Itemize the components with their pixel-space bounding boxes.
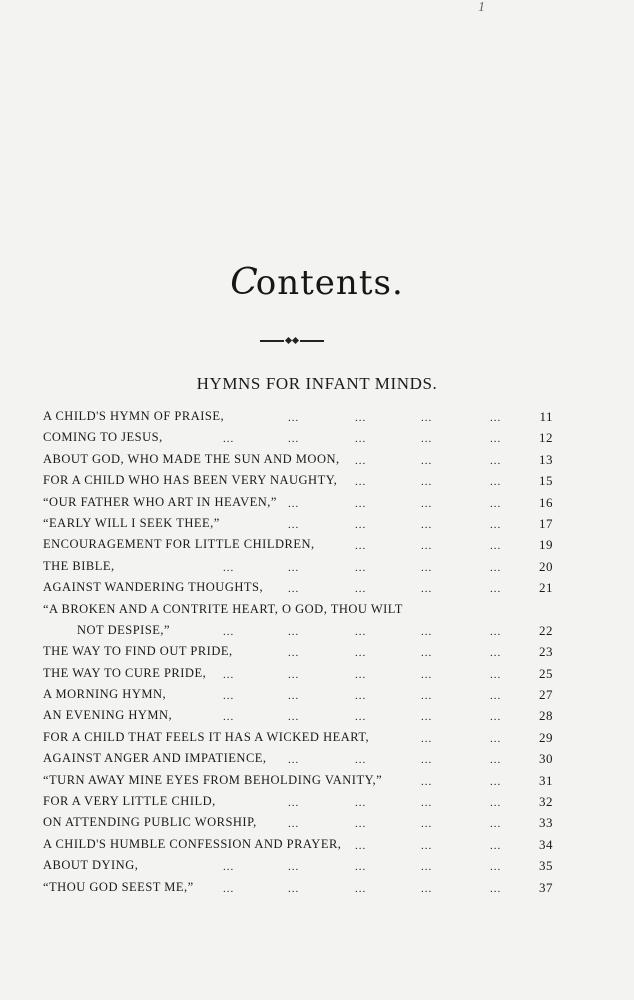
toc-entry-title: AGAINST ANGER AND IMPATIENCE,	[43, 751, 267, 766]
leader-dots: ...	[223, 625, 235, 638]
leader-dots: ...	[421, 711, 433, 724]
toc-entry-title: A CHILD'S HYMN OF PRAISE,	[43, 409, 225, 423]
leader-dots: ...	[288, 647, 300, 660]
leader-dots: ...	[490, 412, 502, 424]
leader-dots: ...	[421, 754, 433, 767]
toc-entry	[43, 812, 553, 833]
leader-dots: ...	[490, 882, 502, 895]
toc-entry	[43, 705, 553, 726]
leader-dots: ...	[490, 625, 502, 638]
leader-dots: ...	[490, 497, 502, 510]
leader-dots: ...	[288, 754, 300, 767]
leader-dots: ...	[355, 690, 367, 703]
toc-entry-title: THE WAY TO FIND OUT PRIDE,	[43, 644, 233, 659]
leader-dots: ...	[355, 454, 367, 467]
toc-entry-title: ABOUT DYING,	[43, 858, 139, 873]
toc-page-number: 37	[539, 879, 553, 895]
toc-entry-title: AGAINST WANDERING THOUGHTS,	[43, 580, 264, 595]
leader-dots: ...	[421, 583, 433, 596]
toc-entry	[43, 513, 553, 534]
leader-dots: ...	[421, 775, 433, 788]
leader-dots: ...	[288, 433, 300, 446]
toc-entry	[43, 855, 553, 876]
leader-dots: ...	[421, 818, 433, 831]
leader-dots: ...	[421, 668, 433, 681]
toc-page-number: 29	[539, 729, 553, 745]
toc-entry-title: “THOU GOD SEEST ME,”	[43, 879, 194, 894]
leader-dots: ...	[288, 818, 300, 831]
toc-page-number: 20	[539, 558, 553, 574]
toc-page-number: 12	[539, 430, 553, 446]
toc-page-number: 23	[539, 644, 553, 660]
leader-dots: ...	[421, 433, 433, 446]
leader-dots: ...	[355, 625, 367, 638]
leader-dots: ...	[355, 839, 367, 852]
toc-entry-title: FOR A VERY LITTLE CHILD,	[43, 794, 216, 809]
toc-entry	[43, 663, 553, 684]
leader-dots: ...	[490, 540, 502, 553]
leader-dots: ...	[355, 412, 367, 424]
leader-dots: ...	[223, 561, 235, 574]
section-heading: HYMNS FOR INFANT MINDS.	[196, 374, 438, 393]
leader-dots: ...	[421, 839, 433, 852]
leader-dots: ...	[288, 668, 300, 681]
toc-page-number: 35	[539, 858, 553, 874]
leader-dots: ...	[223, 668, 235, 681]
toc-page-number: 34	[539, 836, 553, 852]
leader-dots: ...	[288, 797, 300, 810]
leader-dots: ...	[288, 561, 300, 574]
leader-dots: ...	[355, 518, 367, 531]
toc-page-number: 22	[539, 622, 553, 638]
toc-entry-title: A MORNING HYMN,	[43, 687, 167, 702]
toc-entry-title: ABOUT GOD, WHO MADE THE SUN AND MOON,	[43, 451, 340, 466]
toc-entry	[43, 877, 553, 898]
toc-entry	[43, 641, 553, 662]
leader-dots: ...	[355, 754, 367, 767]
toc-entry	[43, 470, 553, 491]
leader-dots: ...	[490, 839, 502, 852]
toc-entry	[43, 834, 553, 855]
toc-page-number: 32	[539, 794, 553, 810]
title-rest: ontents.	[255, 263, 404, 303]
toc-entry	[43, 556, 553, 577]
toc-page-number: 30	[539, 751, 553, 767]
decorative-rule-ornament	[260, 338, 324, 344]
toc-page-number: 11	[539, 409, 553, 424]
toc-entry	[43, 492, 553, 513]
leader-dots: ...	[421, 797, 433, 810]
leader-dots: ...	[288, 861, 300, 874]
leader-dots: ...	[421, 732, 433, 745]
leader-dots: ...	[355, 561, 367, 574]
leader-dots: ...	[490, 561, 502, 574]
leader-dots: ...	[490, 668, 502, 681]
leader-dots: ...	[355, 583, 367, 596]
page-corner-mark: 1	[478, 0, 485, 15]
leader-dots: ...	[490, 754, 502, 767]
leader-dots: ...	[223, 433, 235, 446]
leader-dots: ...	[490, 797, 502, 810]
leader-dots: ...	[490, 732, 502, 745]
leader-dots: ...	[421, 625, 433, 638]
leader-dots: ...	[223, 711, 235, 724]
toc-entry-title: “OUR FATHER WHO ART IN HEAVEN,”	[43, 494, 277, 509]
toc-entry	[43, 727, 553, 748]
toc-entry-title-continued: NOT DESPISE,”	[77, 622, 171, 637]
leader-dots: ...	[421, 690, 433, 703]
toc-entry-title: FOR A CHILD THAT FEELS IT HAS A WICKED HEART,	[43, 729, 370, 744]
toc-entry	[43, 427, 553, 448]
leader-dots: ...	[355, 433, 367, 446]
leader-dots: ...	[288, 583, 300, 596]
leader-dots: ...	[288, 412, 300, 424]
toc-page-number: 19	[539, 537, 553, 553]
toc-entry-title: THE BIBLE,	[43, 558, 115, 573]
toc-entry	[43, 406, 553, 427]
leader-dots: ...	[421, 476, 433, 489]
table-of-contents	[43, 406, 553, 898]
leader-dots: ...	[490, 818, 502, 831]
leader-dots: ...	[490, 647, 502, 660]
leader-dots: ...	[421, 412, 433, 424]
toc-entry-title: ON ATTENDING PUBLIC WORSHIP,	[43, 815, 257, 830]
leader-dots: ...	[421, 454, 433, 467]
leader-dots: ...	[223, 882, 235, 895]
toc-entry-title: THE WAY TO CURE PRIDE,	[43, 665, 207, 680]
leader-dots: ...	[288, 625, 300, 638]
leader-dots: ...	[355, 711, 367, 724]
leader-dots: ...	[490, 690, 502, 703]
toc-entry	[43, 599, 553, 642]
toc-entry	[43, 770, 553, 791]
leader-dots: ...	[490, 476, 502, 489]
leader-dots: ...	[288, 497, 300, 510]
leader-dots: ...	[490, 518, 502, 531]
toc-page-number: 13	[539, 451, 553, 467]
toc-page-number: 15	[539, 473, 553, 489]
leader-dots: ...	[421, 497, 433, 510]
leader-dots: ...	[421, 540, 433, 553]
toc-entry	[43, 534, 553, 555]
leader-dots: ...	[288, 711, 300, 724]
toc-entry-title: COMING TO JESUS,	[43, 430, 163, 445]
leader-dots: ...	[490, 711, 502, 724]
leader-dots: ...	[355, 797, 367, 810]
leader-dots: ...	[421, 882, 433, 895]
toc-page-number: 21	[539, 580, 553, 596]
toc-page-number: 16	[539, 494, 553, 510]
toc-entry	[43, 577, 553, 598]
leader-dots: ...	[421, 861, 433, 874]
toc-entry-title: “TURN AWAY MINE EYES FROM BEHOLDING VANITY,”	[43, 772, 383, 787]
leader-dots: ...	[355, 668, 367, 681]
toc-page-number: 31	[539, 772, 553, 788]
toc-entry	[43, 748, 553, 769]
leader-dots: ...	[355, 497, 367, 510]
leader-dots: ...	[288, 518, 300, 531]
toc-page-number: 27	[539, 687, 553, 703]
toc-page-number: 25	[539, 665, 553, 681]
leader-dots: ...	[490, 775, 502, 788]
leader-dots: ...	[421, 647, 433, 660]
toc-entry	[43, 791, 553, 812]
leader-dots: ...	[288, 882, 300, 895]
toc-entry-title: A CHILD'S HUMBLE CONFESSION AND PRAYER,	[43, 836, 342, 851]
leader-dots: ...	[223, 690, 235, 703]
leader-dots: ...	[355, 476, 367, 489]
leader-dots: ...	[490, 433, 502, 446]
toc-page-number: 28	[539, 708, 553, 724]
toc-page-number: 17	[539, 515, 553, 531]
leader-dots: ...	[490, 583, 502, 596]
leader-dots: ...	[355, 882, 367, 895]
toc-entry-title: “A BROKEN AND A CONTRITE HEART, O GOD, THOU WILT	[43, 601, 403, 616]
toc-entry	[43, 684, 553, 705]
toc-entry-title: FOR A CHILD WHO HAS BEEN VERY NAUGHTY,	[43, 473, 338, 488]
leader-dots: ...	[490, 454, 502, 467]
leader-dots: ...	[223, 861, 235, 874]
toc-page-number: 33	[539, 815, 553, 831]
leader-dots: ...	[355, 861, 367, 874]
leader-dots: ...	[421, 561, 433, 574]
toc-entry-title: AN EVENING HYMN,	[43, 708, 173, 723]
page-title	[0, 262, 634, 303]
toc-entry-title: “EARLY WILL I SEEK THEE,”	[43, 515, 220, 530]
leader-dots: ...	[490, 861, 502, 874]
title-ornate-capital: C	[230, 262, 256, 303]
leader-dots: ...	[355, 540, 367, 553]
leader-dots: ...	[355, 818, 367, 831]
leader-dots: ...	[355, 647, 367, 660]
leader-dots: ...	[421, 518, 433, 531]
toc-entry	[43, 449, 553, 470]
toc-entry-title: ENCOURAGEMENT FOR LITTLE CHILDREN,	[43, 537, 315, 552]
leader-dots: ...	[288, 690, 300, 703]
